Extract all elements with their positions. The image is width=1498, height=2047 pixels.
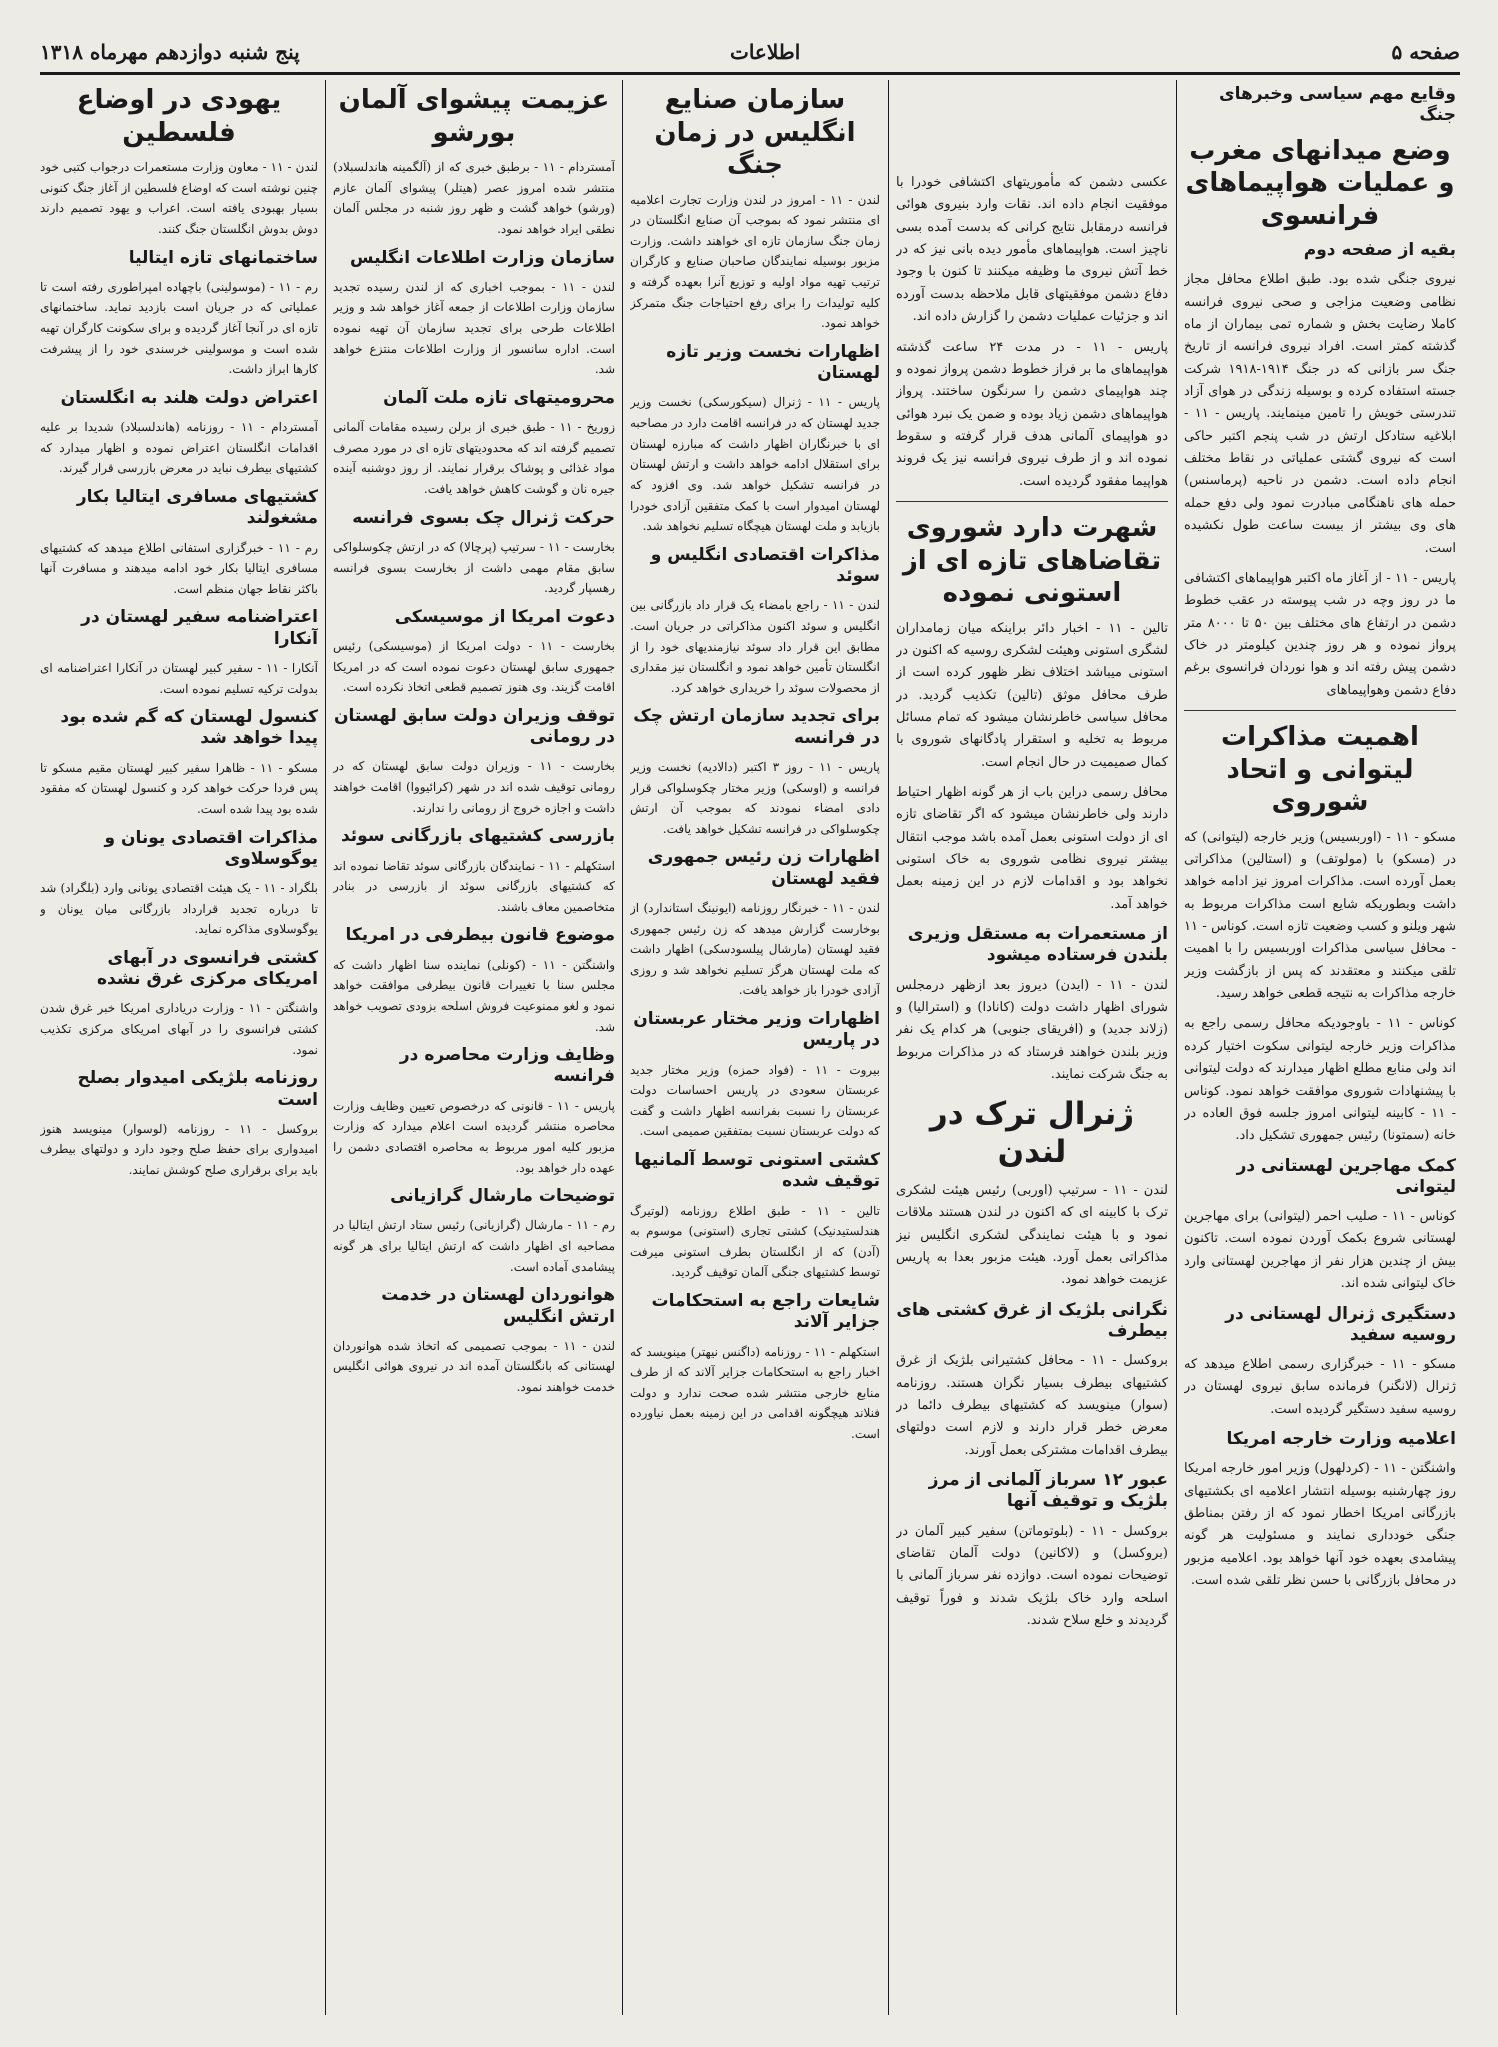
article-subhead: شایعات راجع به استحکامات جزایر آلاند — [651, 1291, 880, 1333]
article-subhead: اظهارات نخست وزیر تازه لهستان — [666, 341, 880, 384]
article-subhead: وظایف وزارت محاصره در فرانسه — [399, 1045, 615, 1087]
article-subhead: اعتراضنامه سفیر لهستان در آنکارا — [81, 607, 318, 649]
article-subhead: توضیحات مارشال گرازیانی — [390, 1186, 615, 1207]
column-divider — [888, 80, 889, 2015]
continued-note: بقیه از صفحه دوم — [1303, 240, 1456, 260]
article-subhead: بازرسی کشتیهای بازرگانی سوئد — [340, 826, 615, 847]
column-2 — [896, 82, 1168, 2012]
article-body: آنکارا - ۱۱ - سفیر کبیر لهستان در آنکارا اعتراضنامه ای بدولت ترکیه تسلیم نموده است. — [40, 660, 318, 696]
column-4 — [333, 82, 615, 2012]
article-subhead: برای تجدید سازمان ارتش چک در فرانسه — [633, 706, 880, 748]
article-headline: شهرت دارد شوروی تقاضاهای تازه ای از استونی نموده — [902, 513, 1162, 609]
article-body: واشنگتن - ۱۱ - وزارت دریاداری امریکا خبر غرق شدن کشتی فرانسوی را در آبهای امریکای مرکزی تکذیب نمود. — [40, 1001, 318, 1057]
article-subhead: روزنامه بلژیکی امیدوار بصلح است — [77, 1068, 318, 1110]
article-body: آمستردام - ۱۱ - روزنامه (هاندلسبلاد) شدیدا بر علیه اقدامات انگلستان اعتراض نموده و اظهار میدارد که کشتیهای بیطرف نباید در معرض بازرسی قرار گیرند. — [40, 420, 318, 476]
article-subhead: عبور ۱۲ سرباز آلمانی از مرز بلژیک و توقیف آنها — [928, 1470, 1168, 1512]
article-subhead: موضوع قانون بیطرفی در امریکا — [345, 925, 615, 946]
article-headline: سازمان صنایع انگلیس در زمان جنگ — [654, 85, 856, 180]
article-body: لندن - ۱۱ - امروز در لندن وزارت تجارت اعلامیه ای منتشر نمود که بموجب آن صنایع انگلستان در زمان جنگ سازمان تازه ای خواهند داشت. وزارت مزبور بوسیله نمایندگان صاحبان صنایع و کارگران ترتیب تهیه مواد اولیه و توزیع آنرا بعهده گرفته و کلیه تولیدات را برای رفع احتیاجات جنگ متمرکز خواهد نمود. — [630, 192, 880, 331]
article-body: لندن - ۱۱ - (ایدن) دیروز بعد ازظهر درمجلس شورای اظهار داشت دولت (کانادا) و (استرالیا) و (زلاند جدید) و (افریقای جنوبی) هر کدام یک نفر وزیر بلندن خواهند فرستاد که در مذاکرات مربوط به جنگ شرکت نمایند. — [896, 977, 1168, 1083]
article-subhead: محرومیتهای تازه ملت آلمان — [383, 387, 615, 408]
article-body: نیروی جنگی شده بود. طبق اطلاع محافل مجاز نظامی وضعیت مزاجی و صحی نیروی فرانسه کاملا رضایت بخش و شماره تمی بیماران از ماه گذشته کمتر است. افراد نیروی فرانسه از تاریخ جنگ سر بازانی که در جنگ ۱۹۱۴-۱۹۱۸ شرکت جسته استفاده کرده و بوسیله زندگی در هوای آزاد تندرستی خویش را تامین مینمایند. پاریس - ۱۱ - ابلاغیه ستادکل ارتش در شب پنجم اکتبر حاکی است که نیروی گشتی عملیاتی در نقاط مختلف انجام داده است. دشمن در ناحیه (پرماسنس) حمله های ناهنگامی مبادرت نمود ولی دفع حمله های وی بیشتر از بیست ساعت طول نکشیده است. — [1184, 272, 1456, 556]
column-divider — [325, 80, 326, 2015]
article-subhead: کشتی فرانسوی در آبهای امریکای مرکزی غرق نشده — [97, 947, 318, 990]
column-5 — [40, 82, 318, 2012]
article-body: عکسی دشمن که مأموریتهای اکتشافی خودرا با موفقیت انجام داده اند. نقات وارد بنیروی هوائی فرانسه درمقابل نتایج کرانی که بدست آمده بسی ناچیز است. هواپیماهای مأمور دیده بانی نیز که در خط آتش نیروی ما وظیفه میکنند تا کنون با وجود دفاع دشمن موفقیتهای قابل ملاحظه بدست آورده اند و جزئیات عملیات دشمن را گزارش داده اند. — [896, 175, 1168, 325]
article-body: بروکسل - ۱۱ - (بلوتوماتن) سفیر کبیر آلمان در (بروکسل) و (لاکانین) دولت آلمان تقاضای توضیحات نموده است. دوازده نفر سرباز آلمانی با اسلحه وارد خاک بلژیک شدند و فوراً توقیف گردیدند و خلع سلاح شدند. — [896, 1523, 1168, 1629]
column-3 — [630, 82, 880, 2012]
article-body: مسکو - ۱۱ - خبرگزاری رسمی اطلاع میدهد که ژنرال (لانگنر) فرمانده سابق نیروی لهستان در روسیه سفید دستگیر گردیده است. — [1184, 1357, 1456, 1417]
issue-date: پنج شنبه دوازدهم مهرماه ۱۳۱۸ — [40, 40, 300, 64]
article-body: پاریس - ۱۱ - قانونی که درخصوص تعیین وظایف وزارت محاصره منتشر گردیده است اعلام میدارد که وزارت مزبور کلیه امور مربوط به محاصره اقتصادی دشمن را عهده دار خواهد بود. — [333, 1098, 615, 1175]
column-1 — [1184, 82, 1456, 2012]
article-body: لندن - ۱۱ - معاون وزارت مستعمرات درجواب کتبی خود چنین نوشته است که اوضاع فلسطین از آغاز جنگ کنونی بسیار بهبودی یافته است. اعراب و یهود تصمیم دارند دوش بدوش انگلستان جنگ کنند. — [40, 160, 318, 236]
article-subhead: از مستعمرات به مستقل وزیری بلندن فرستاده میشود — [907, 924, 1168, 966]
masthead — [40, 36, 1460, 70]
article-body: بخارست - ۱۱ - وزیران دولت سابق لهستان که در رومانی توقیف شده اند در شهر (کرائیووا) اقامت خواهند داشت و اجازه خروج از رومانی را ندارند. — [333, 759, 615, 815]
article-body: بروکسل - ۱۱ - محافل کشتیرانی بلژیک از غرق کشتیهای بیطرف بسیار نگران هستند. روزنامه (سوار) مینویسد که کشتیهای بیطرف دائما در معرض خطر قرار دارند و لازم است دولتهای بیطرف اقدامات مشترکی بعمل آورند. — [896, 1353, 1168, 1458]
article-separator — [1184, 710, 1456, 711]
article-subhead: کشتی استونی توسط آلمانیها توقیف شده — [634, 1150, 880, 1192]
article-subhead: هوانوردان لهستان در خدمت ارتش انگلیس — [381, 1285, 615, 1327]
article-body: لندن - ۱۱ - بموجب تصمیمی که اتخاذ شده هوانوردان لهستانی که بانگلستان آمده اند در نیروی هوائی انگلیس خدمت خواهند نمود. — [333, 1338, 615, 1394]
article-subhead: کشتیهای مسافری ایتالیا بکار مشغولند — [76, 487, 318, 529]
article-body: پاریس - ۱۱ - روز ۳ اکتبر (دالادیه) نخست وزیر فرانسه و (اوسکی) وزیر مختار چکوسلواکی قرار دادی امضاء نمودند که بموجب آن ارتش چکوسلواکی در فرانسه تشکیل خواهد یافت. — [630, 759, 880, 836]
article-subhead: کمک مهاجرین لهستانی در لیتوانی — [1236, 1155, 1456, 1197]
article-body: آمستردام - ۱۱ - برطبق خبری که از (آلگمینه هاندلسبلاد) منتشر شده امروز عصر (هیتلر) پیشوای آلمان عازم (ورشو) خواهد گشت و ظهر روز شنبه در مجلس آلمان نطقی ایراد خواهد نمود. — [333, 160, 615, 236]
article-subhead: دعوت امریکا از موسیسکی — [394, 606, 615, 627]
article-body: تالین - ۱۱ - اخبار دائر براینکه میان زمامداران لشگری استونی وهیئت لشکری روسیه که اکنون در استونی میباشد اختلاف نظر ظهور کرده است از طرف محافل موثق (تالین) تکذیب گردید. در محافل سیاسی خاطرنشان میشود که تمام مسائل مربوط به تخلیه و استقرار پادگانهای شوروی با کمال صمیمیت در حال انجام است. — [896, 620, 1168, 770]
article-headline: اهمیت مذاکرات لیتوانی و اتحاد شوروی — [1221, 722, 1419, 818]
article-body: استکهلم - ۱۱ - روزنامه (داگنس نیهتر) مینویسد که اخبار راجع به استحکامات جزایر آلاند که از طرف منابع خارجی منتشر شده صحت ندارد و دولت فنلاند هیچگونه اقدامی در این زمینه بعمل نیاورده است. — [630, 1344, 880, 1441]
article-body: مسکو - ۱۱ - ظاهرا سفیر کبیر لهستان مقیم مسکو تا پس فردا حرکت خواهد کرد و کنسول لهستان که مفقود شده بود پیدا شده است. — [40, 760, 318, 816]
column-divider — [1176, 80, 1177, 2015]
article-body: واشنگتن - ۱۱ - (کونلی) نماینده سنا اظهار داشت که مجلس سنا با تغییرات قانون بیطرفی موافقت خواهد نمود و لغو ممنوعیت فروش اسلحه بزودی تصویب خواهد شد. — [333, 957, 615, 1034]
article-body: رم - ۱۱ - مارشال (گرازیانی) رئیس ستاد ارتش ایتالیا در مصاحبه ای اظهار داشت که ارتش ایتالیا برای هر گونه پیشامدی آماده است. — [333, 1218, 615, 1274]
article-body: پاریس - ۱۱ - در مدت ۲۴ ساعت گذشته هواپیماهای ما بر فراز خطوط دشمن پرواز نموده و چند هواپیمای دشمن را سرنگون ساختند. پرواز هواپیماهای دشمن زیاد بوده و ضمن یک نبرد هوائی دو هواپیمای آلمانی هدف قرار گرفته و سقوط نموده اند و از طرف نیروی فرانسه نیز یک فروند هواپیما مفقود گردیده است. — [896, 339, 1168, 489]
article-body: بخارست - ۱۱ - دولت امریکا از (موسیسکی) رئیس جمهوری سابق لهستان دعوت نموده است که در امریکا اقامت گزیند. وی هنوز تصمیم قطعی اتخاذ نکرده است. — [333, 639, 615, 695]
article-subhead: اظهارات وزیر مختار عربستان در پاریس — [633, 1009, 880, 1051]
article-body: کوناس - ۱۱ - باوجودیکه محافل رسمی راجع به مذاکرات وزیر خارجه لیتوانی سکوت اختیار کرده اند ولی منابع مطلع اظهار میدارند که دولت لیتوانی با پیشنهادات شوروی موافقت خواهد نمود. کوناس - ۱۱ - کابینه لیتوانی امروز جلسه فوق العاده در خانه (سمتونا) رئیس جمهوری تشکیل داد. — [1184, 1016, 1456, 1144]
article-body: استکهلم - ۱۱ - نمایندگان بازرگانی سوئد تقاضا نموده اند که کشتیهای بازرگانی سوئد از بازرسی در بنادر متخاصمین معاف باشند. — [333, 858, 615, 914]
article-subhead: کنسول لهستان که گم شده بود پیدا خواهد شد — [60, 707, 318, 749]
article-body: زوریخ - ۱۱ - طبق خبری از برلن رسیده مقامات آلمانی تصمیم گرفته اند که محدودیتهای تازه ای در مورد مصرف مواد غذائی و پوشاک برقرار نمایند. از روز دوشنبه آینده جیره نان و گوشت کاهش خواهد یافت. — [333, 420, 615, 496]
article-body: بخارست - ۱۱ - سرتیپ (پرچالا) که در ارتش چکوسلواکی سابق مقام مهمی داشت از بخارست بسوی فرانسه رهسپار گردید. — [333, 539, 615, 596]
article-body: رم - ۱۱ - خبرگزاری استفانی اطلاع میدهد که کشتیهای مسافری ایتالیا بکار خود ادامه میدهند و مسافرت آنها باکثر نقاط جهان منظم است. — [40, 540, 318, 596]
article-body: لندن - ۱۱ - خبرنگار روزنامه (ایونینگ استاندارد) از بوخارست گزارش میدهد که زن رئیس جمهوری فقید لهستان (مارشال پیلسودسکی) اظهار داشت که ملت لهستان هرگز تسلیم نخواهد شد و روزی آزادی خودرا باز خواهد یافت. — [630, 900, 880, 998]
article-subhead: حرکت ژنرال چک بسوی فرانسه — [352, 507, 615, 528]
article-subhead: مذاکرات اقتصادی انگلیس و سوئد — [650, 544, 880, 586]
article-subhead: اعلامیه وزارت خارجه امریکا — [1226, 1429, 1456, 1450]
article-headline: یهودی در اوضاع فلسطین — [76, 85, 282, 148]
article-body: پاریس - ۱۱ - ژنرال (سیکورسکی) نخست وزیر جدید لهستان که در فرانسه اقامت دارد در مصاحبه ای با خبرنگاران اظهار داشت که مبارزه لهستان برای استقلال ادامه خواهد داشت و ارتش لهستان در فرانسه تشکیل خواهد شد. وی افزود که لهستان امیدوار است با کمک متفقین آزادی خودرا بازیابد و ملت لهستان هیچگاه تسلیم نخواهد شد. — [630, 395, 880, 534]
article-subhead: اظهارات زن رئیس جمهوری فقید لهستان — [647, 847, 880, 889]
article-subhead: توقف وزیران دولت سابق لهستان در رومانی — [334, 705, 615, 748]
article-headline: ژنرال ترک در لندن — [929, 1095, 1135, 1171]
masthead-rule — [40, 72, 1460, 75]
article-subhead: مذاکرات اقتصادی یونان و یوگوسلاوی — [104, 827, 318, 869]
article-body: تالین - ۱۱ - طبق اطلاع روزنامه (لوتیرگ هندلستیدنیک) کشتی تجاری (استونی) موسوم به (آدن) که از انگلستان بطرف استونی میرفت توسط کشتیهای جنگی آلمان توقیف گردید. — [630, 1203, 880, 1280]
article-body: کوناس - ۱۱ - صلیب احمر (لیتوانی) برای مهاجرین لهستانی شروع بکمک آوردن نموده است. تاکنون بیش از چندین هزار نفر از مهاجرین لهستانی وارد خاک لیتوانی شده اند. — [1184, 1209, 1456, 1292]
article-body: پاریس - ۱۱ - از آغاز ماه اکتبر هواپیماهای اکتشافی ما در روز وچه در شب پیوسته در عقب خطوط دشمن در ارتفاع های مختلف بین ۵۰ تا ۸۰۰۰ متر پرواز نموده و هر روز چندین کیلومتر در خاک دشمن پیش رفته اند و هوا نوردان فرانسوی برغم دفاع دشمن وهواپیماهای — [1184, 570, 1456, 698]
article-body: لندن - ۱۱ - بموجب اخباری که از لندن رسیده تجدید سازمان وزارت اطلاعات از جمعه آغاز خواهد شد و وزیر اطلاعات طرحی برای تجدید سازمان آن تهیه نموده است. اداره سانسور از وزارت اطلاعات منتزع خواهد شد. — [333, 279, 615, 377]
section-kicker: وقایع مهم سیاسی وخبرهای جنگ — [1219, 84, 1456, 126]
article-body: لندن - ۱۱ - سرتیپ (اوربی) رئیس هیئت لشکری ترک با کابینه ای که اکنون در لندن هستند ملاقات نمود و با هیئت نمایندگی لشکری انگلیس نیز مذاکراتی بعمل آورد. هیئت مزبور بعدا به پاریس عزیمت خواهد نمود. — [896, 1183, 1168, 1288]
paper-name: اطلاعات — [730, 40, 801, 64]
article-headline: عزیمت پیشوای آلمان بورشو — [338, 85, 610, 148]
article-body: لندن - ۱۱ - راجع بامضاء یک قرار داد بازرگانی بین انگلیس و سوئد اکنون مذاکراتی در جریان است. مطابق این قرار داد سوئد نیازمندیهای خود را از انگلستان تأمین خواهد نمود و انگلستان نیز مقداری از محصولات سوئد را خریداری خواهد کرد. — [630, 598, 880, 695]
article-body: محافل رسمی دراین باب از هر گونه اظهار احتیاط دارند ولی خاطرنشان میشود که اگر تقاضای تازه ای از دولت استونی بعمل آمده باشد موجب انتقال بیشتر نیروی نظامی شوروی به خاک استونی نخواهد بود و اقدامات لازم در این زمینه بعمل خواهد آمد. — [896, 785, 1168, 912]
article-subhead: نگرانی بلژیک از غرق کشتی های بیطرف — [896, 1299, 1168, 1342]
article-headline: وضع میدانهای مغرب و عملیات هواپیماهای فرانسوی — [1185, 135, 1455, 231]
article-body: بیروت - ۱۱ - (فواد حمزه) وزیر مختار جدید عربستان سعودی در پاریس احساسات دولت عربستان را نسبت بفرانسه اظهار داشت و گفت که دولت عربستان نسبت بمتفقین صمیمی است. — [630, 1062, 880, 1139]
article-separator — [896, 501, 1168, 502]
article-body: بروکسل - ۱۱ - روزنامه (لوسوار) مینویسد هنوز امیدواری برای حفظ صلح وجود دارد و دولتهای بیطرف باید برای برقراری صلح کوشش نمایند. — [40, 1121, 318, 1177]
article-body: رم - ۱۱ - (موسولینی) باچهاده امپراطوری رفته است تا عملیاتی که در جریان است بازدید نماید. ساختمانهای تازه ای در آنجا آغاز گردیده و برای سکونت کارگران تهیه شده است و موسولینی خرسندی خود را از پیشرفت کارها ابراز داشت. — [40, 279, 318, 377]
article-subhead: دستگیری ژنرال لهستانی در روسیه سفید — [1225, 1303, 1456, 1345]
article-subhead: اعتراض دولت هلند به انگلستان — [60, 387, 318, 408]
page-number: صفحه ۵ — [1391, 40, 1460, 64]
column-divider — [622, 80, 623, 2015]
article-body: بلگراد - ۱۱ - یک هیئت اقتصادی یونانی وارد (بلگراد) شد تا درباره تجدید قرارداد بازرگانی میان یونان و یوگوسلاوی مذاکره نماید. — [40, 881, 318, 937]
article-subhead: سازمان وزارت اطلاعات انگلیس — [350, 247, 615, 268]
article-body: واشنگتن - ۱۱ - (کردلهول) وزیر امور خارجه امریکا روز چهارشنبه بوسیله انتشار اعلامیه ای بکشتیهای بازرگانی امریکا اخطار نمود که از رفتن بمناطق جنگی خودداری نمایند و مسئولیت هر گونه پیشامدی بعهده خود آنها خواهد بود. اعلامیه مزبور در محافل بازرگانی با حسن نظر تلقی شده است. — [1184, 1461, 1456, 1589]
article-body: مسکو - ۱۱ - (اوربسیس) وزیر خارجه (لیتوانی) که در (مسکو) با (مولوتف) و (استالین) مذاکراتی بعمل آورده است. مذاکرات امروز نیز ادامه خواهد داشت وبطوریکه شایع است مذاکرات مربوط به شهر ویلنو و کسب وضعیت تازه است. کوناس - ۱۱ - محافل سیاسی مذاکرات اوربسیس را با اهمیت تلقی میکنند و معتقدند که پس از بازگشت وزیر خارجه مذاکرات به نتیجه قطعی خواهد رسید. — [1184, 829, 1456, 1002]
article-subhead: ساختمانهای تازه ایتالیا — [128, 247, 318, 268]
